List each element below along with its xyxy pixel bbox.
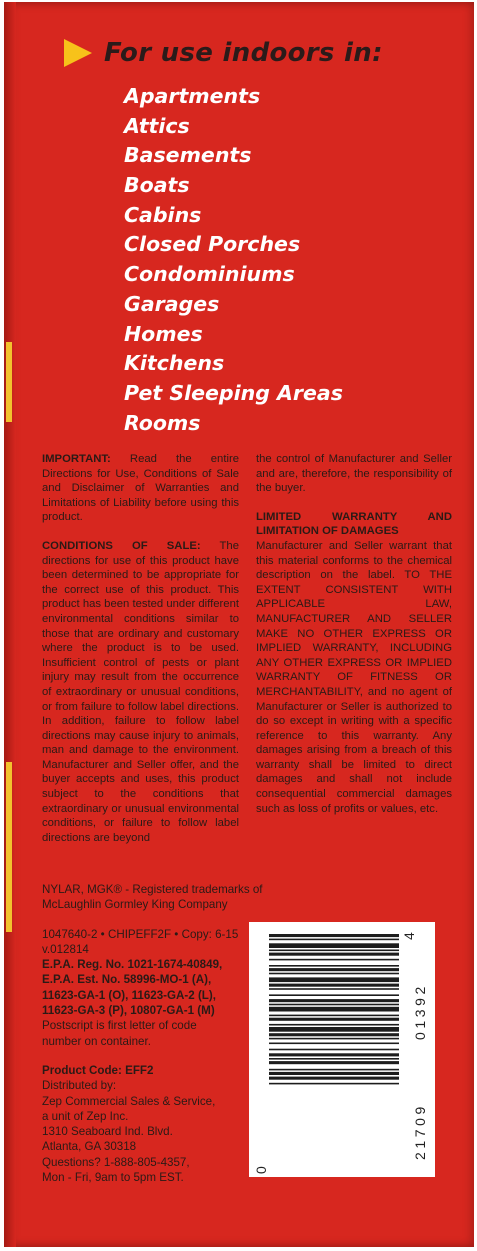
warranty-paragraph — [256, 510, 452, 816]
manufacturer-info — [42, 882, 263, 1199]
list-item: Closed Porches — [124, 232, 301, 257]
barcode-check-digit: 4 — [401, 928, 417, 940]
conditions-paragraph — [42, 539, 239, 845]
barcode-bar — [269, 1024, 399, 1026]
epa-est-line: 11623-GA-1 (O), 11623-GA-2 (L), — [42, 988, 216, 1002]
epa-est-line: 11623-GA-3 (P), 10807-GA-1 (M) — [42, 1004, 215, 1018]
distributor-line: Distributed by: — [42, 1079, 117, 1093]
barcode-lead-digit: 0 — [253, 1162, 269, 1174]
distributor-line: a unit of Zep Inc. — [42, 1109, 129, 1123]
barcode-bar — [269, 999, 399, 1002]
barcode-bar — [269, 984, 399, 987]
code-line: 1047640-2 • CHIPEFF2F • Copy: 6-15 — [42, 927, 239, 941]
important-label: IMPORTANT: — [42, 453, 111, 465]
indoor-locations-list — [124, 82, 343, 438]
barcode-graphic — [249, 922, 435, 1177]
barcode-bar — [269, 953, 399, 956]
conditions-text: The directions for use of this product have been determined to be appropriate for the correct use of this product. This product has been tested under different environmental conditions similar to those that are ordinary and customary where the product is to be used. Insufficient control of pests or plant injury may result from the occurrence of extraordinary or unusual conditions, or from failure to follow label directions. In addition, failure to follow label directions may cause injury to animals, man and damage to the environment. Manufacturer and Seller offer, and the buyer accepts and uses, this product subject to the conditions that extraordinary or unusual environmental conditions, or failure to follow label directions are beyond — [42, 539, 240, 844]
play-arrow-icon — [64, 39, 92, 67]
barcode-bar — [269, 1072, 399, 1075]
barcode-bar — [269, 1053, 399, 1056]
postscript-line: Postscript is first letter of code — [42, 1019, 197, 1033]
distributor-line: 1310 Seaboard Ind. Blvd. — [42, 1125, 173, 1139]
barcode-bar — [269, 943, 399, 948]
warranty-heading: LIMITED WARRANTY AND LIMITATION OF DAMAGES — [256, 510, 452, 538]
header-title: For use indoors in: — [104, 38, 383, 68]
upc-barcode-panel — [249, 922, 435, 1177]
trademarks-block — [42, 882, 263, 913]
conditions-continuation: the control of Manufacturer and Seller and are, therefore, the responsibility of the buyer. — [256, 453, 452, 495]
important-paragraph — [42, 452, 239, 525]
barcode-bar — [269, 950, 399, 952]
barcode-bar — [269, 965, 399, 967]
list-item: Homes — [124, 321, 203, 346]
important-text: Read the entire Directions for Use, Conditions of Sale and Disclaimer of Warranties and Limitations of Liability before using this product. — [42, 453, 240, 524]
legal-column-right — [256, 452, 452, 830]
barcode-bar — [269, 1077, 399, 1080]
codes-block — [42, 927, 247, 1049]
barcode-bar — [269, 1061, 399, 1064]
barcode-bar — [269, 1083, 399, 1085]
distributor-line: Questions? 1-888-805-4357, — [42, 1155, 190, 1169]
barcode-bar — [269, 1007, 399, 1012]
list-item: Attics — [124, 113, 190, 138]
list-item: Apartments — [124, 84, 261, 108]
indoor-use-header — [64, 38, 383, 68]
yellow-edge-strip — [6, 342, 12, 422]
epa-est-line: E.P.A. Est. No. 58996-MO-1 (A), — [42, 973, 212, 987]
barcode-digits-left: 21709 — [412, 1103, 428, 1160]
distributor-line: Zep Commercial Sales & Service, — [42, 1094, 216, 1108]
trademarks-line: NYLAR, MGK® - Registered trademarks of — [42, 883, 263, 896]
epa-reg-line: E.P.A. Reg. No. 1021-1674-40849, — [42, 958, 223, 972]
barcode-bar — [269, 1069, 399, 1071]
product-code: Product Code: EFF2 — [42, 1063, 154, 1077]
barcode-digits-right: 01392 — [412, 983, 428, 1040]
barcode-bar — [269, 1015, 399, 1017]
trademarks-line: McLaughlin Gormley King Company — [42, 898, 228, 912]
barcode-bar — [269, 1043, 399, 1045]
list-item: Cabins — [124, 202, 202, 227]
list-item: Boats — [124, 173, 190, 198]
barcode-bar — [269, 1058, 399, 1060]
barcode-bar — [269, 1004, 399, 1006]
code-line: v.012814 — [42, 942, 89, 956]
barcode-bar — [269, 994, 399, 996]
barcode-bar — [269, 959, 399, 961]
distributor-line: Atlanta, GA 30318 — [42, 1140, 137, 1154]
barcode-bar — [269, 1027, 399, 1032]
product-box-side-panel — [4, 2, 474, 1247]
postscript-line: number on container. — [42, 1034, 151, 1048]
barcode-bar — [269, 939, 399, 941]
barcode-bar — [269, 988, 399, 990]
barcode-bar — [269, 934, 399, 937]
barcode-bar — [269, 977, 399, 982]
yellow-edge-strip — [6, 762, 12, 932]
barcode-bar — [269, 1018, 399, 1021]
distributor-block — [42, 1063, 247, 1185]
box-edge-shadow — [4, 2, 16, 1247]
barcode-bar — [269, 1049, 399, 1051]
list-item: Kitchens — [124, 351, 225, 376]
legal-column-left — [42, 452, 239, 859]
list-item: Basements — [124, 143, 252, 168]
warranty-text: Manufacturer and Seller warrant that this material conforms to the chemical description on the label. TO THE EXTENT CONSISTENT WITH APPLICABLE LAW, MANUFACTURER AND SELLER MAKE NO OTHER EXPRESS OR IMPLIED WARRANTY, INCLUDING ANY OTHER EXPRESS OR IMPLIED WARRANTY OF FITNESS OR MERCHANTABILITY, and no agent of Manufacturer or Seller is authorized to do so except in writing with a specific reference to this warranty. Any damages arising from a breach of this warranty shall be limited to direct damages and shall not include consequential commercial damages such as loss of profits or values, etc. — [256, 539, 452, 815]
barcode-bar — [269, 1033, 399, 1036]
list-item: Rooms — [124, 410, 201, 435]
barcode-bar — [269, 968, 399, 971]
barcode-bar — [269, 1038, 399, 1040]
barcode-bar — [269, 973, 399, 975]
list-item: Garages — [124, 291, 220, 316]
list-item: Condominiums — [124, 262, 295, 287]
list-item: Pet Sleeping Areas — [124, 380, 343, 405]
conditions-label: CONDITIONS OF SALE: — [42, 539, 201, 552]
distributor-line: Mon - Fri, 9am to 5pm EST. — [42, 1171, 184, 1185]
